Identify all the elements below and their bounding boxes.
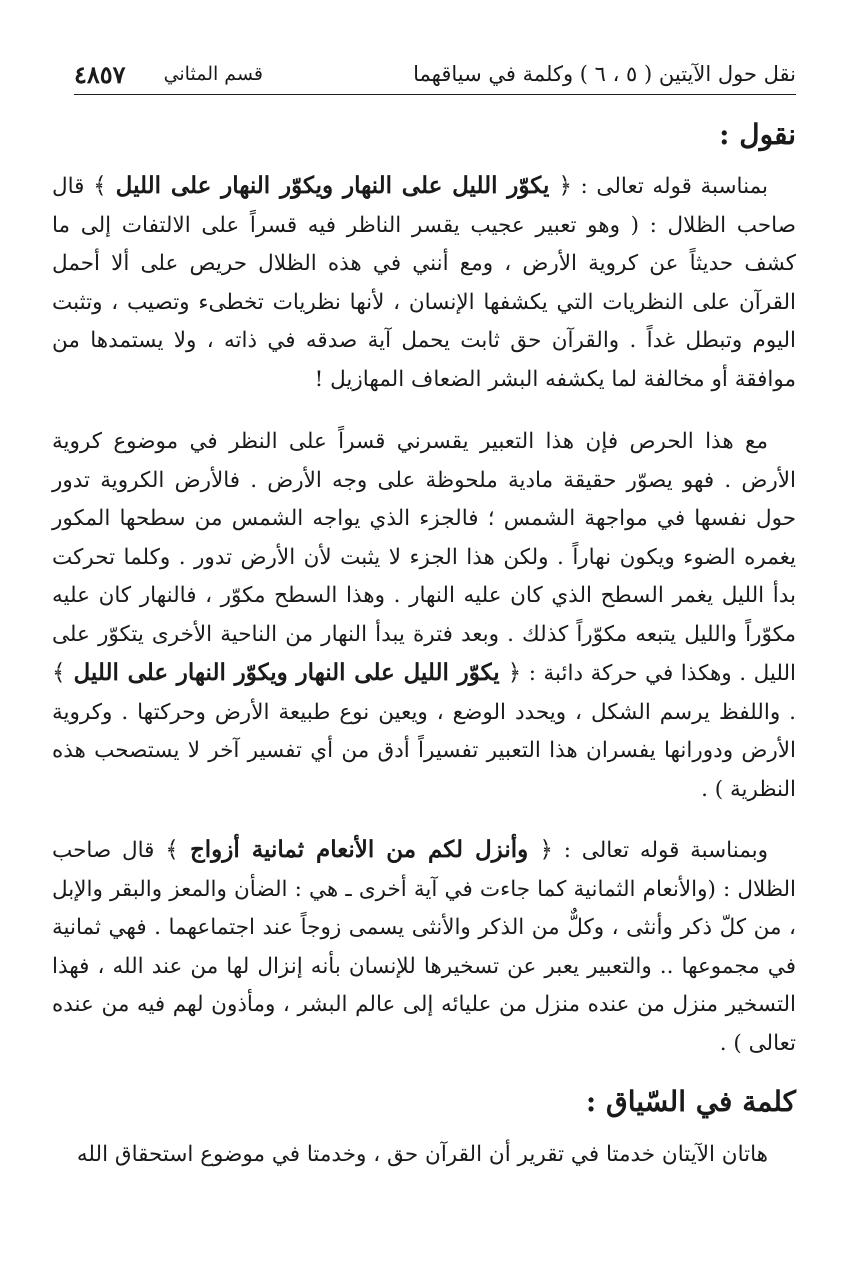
paragraph-4 — [52, 1136, 796, 1175]
quran-verse-1 — [93, 172, 572, 199]
para2-start: مع هذا الحرص فإن هذا التعبير يقسرني قسراً على النظر في موضوع كروية الأرض . فهو يصوّر حقيقة مادية ملحوظة على وجه الأرض . فالأرض الكروية تدور حول نفسها في مواجهة الشمس ؛ فالجزء الذي يواجه الشمس من سطحها المكور يغمره الضوء ويكون نهاراً . ولكن هذا الجزء لا يثبت لأن الأرض تدور . وكلما تحركت بدأ الليل يغمر السطح الذي كان عليه النهار . وهذا السطح مكوّر ، فالنهار كان عليه مكوّراً والليل يتبعه مكوّراً كذلك . وبعد فترة يبدأ النهار من الناحية الأخرى يتكوّر على الليل . وهكذا في حركة دائبة : — [52, 429, 796, 686]
ornate-bracket-open: ﴿ — [549, 173, 572, 199]
para3-rest: قال صاحب الظلال : (والأنعام الثمانية كما جاءت في آية أخرى ـ هي : الضأن والمعز والبقر والإبل ، من كلّ ذكر وأنثى ، وكلٌّ من الذكر والأنثى يسمى زوجاً عند اجتماعهما . فهي ثمانية في مجموعها .. والتعبير يعبر عن تسخيرها للإنسان بأنه إنزال لها من عند الله ، فهذا التسخير منزل من عنده منزل من عليائه إلى عالم البشر ، ومأذون لهم فيه من عنده تعالى ) . — [52, 838, 796, 1056]
section-label: قسم المثاني — [163, 63, 263, 85]
para4-text: هاتان الآيتان خدمتا في تقرير أن القرآن حق ، وخدمتا في موضوع استحقاق الله — [76, 1142, 768, 1167]
ornate-bracket-close: ﴾ — [93, 173, 116, 199]
verse-text: يكوّر الليل على النهار ويكوّر النهار على الليل — [115, 172, 550, 199]
paragraph-3 — [52, 831, 796, 1063]
page-body — [52, 118, 796, 1175]
paragraph-gap — [52, 399, 796, 423]
verse-text: وأنزل لكم من الأنعام ثمانية أزواج — [189, 836, 529, 863]
quran-verse-3 — [165, 836, 553, 863]
para1-rest: قال صاحب الظلال : ( وهو تعبير عجيب يقسر الناظر فيه قسراً على الالتفات إلى ما كشف حديثاً عن كروية الأرض ، ومع أنني في هذه الظلال حريص على ألا أحمل القرآن على النظريات التي يكشفها الإنسان ، لأنها نظريات تخطىء وتصيب ، وتثبت اليوم وتبطل غداً . والقرآن حق ثابت يحمل آية صدقه في ذاته ، ولا يستمدها من موافقة أو مخالفة لما يكشفه البشر الضعاف المهازيل ! — [52, 174, 796, 392]
heading-quotes: نقول : — [719, 118, 796, 151]
ornate-bracket-close: ﴾ — [52, 660, 74, 686]
ornate-bracket-close: ﴾ — [165, 837, 190, 863]
paragraph-1 — [52, 167, 796, 399]
page-number: ٤٨٥٧ — [74, 59, 126, 89]
header-left-group — [74, 60, 263, 89]
quran-verse-2 — [52, 659, 521, 686]
page-header — [74, 54, 796, 95]
ornate-bracket-open: ﴿ — [499, 660, 522, 686]
heading-context: كلمة في السّياق : — [585, 1085, 796, 1118]
verse-text: يكوّر الليل على النهار ويكوّر النهار على الليل — [73, 659, 500, 686]
ornate-bracket-open: ﴿ — [528, 837, 553, 863]
running-title: نقل حول الآيتين ( ٥ ، ٦ ) وكلمة في سياقهما — [413, 62, 796, 86]
paragraph-2 — [52, 423, 796, 809]
paragraph-gap — [52, 809, 796, 831]
para2-end: . واللفظ يرسم الشكل ، ويحدد الوضع ، ويعين نوع طبيعة الأرض وحركتها . وكروية الأرض ودورانها يفسران هذا التعبير تفسيراً أدق من أي تفسير آخر لا يستصحب هذه النظرية ) . — [52, 699, 797, 802]
para1-intro: بمناسبة قوله تعالى : — [571, 174, 768, 199]
para3-intro: وبمناسبة قوله تعالى : — [553, 838, 769, 863]
